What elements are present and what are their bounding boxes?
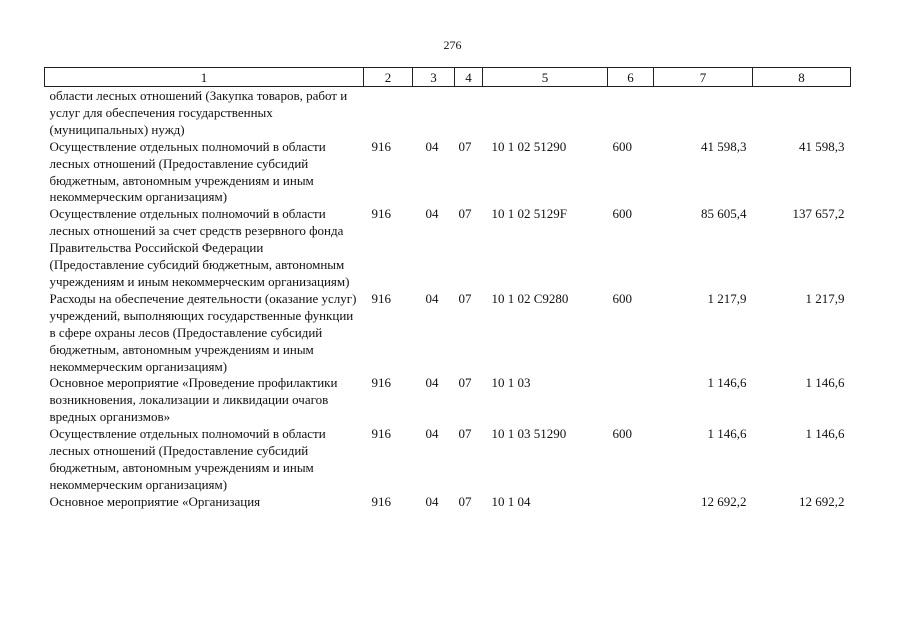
row-amount-1: 12 692,2 — [701, 493, 747, 509]
row-section-code — [413, 87, 455, 139]
row-ministry-code: 916 — [371, 375, 391, 391]
column-header-6: 6 — [608, 68, 654, 87]
row-ministry-code: 916 — [371, 290, 391, 306]
row-amount-1: 1 146,6 — [707, 375, 747, 391]
row-amount-2: 1 146,6 — [805, 375, 845, 391]
column-header-8: 8 — [753, 68, 851, 87]
row-section-code: 04 — [425, 426, 439, 442]
column-header-1: 1 — [45, 68, 364, 87]
row-expense-type: 600 — [612, 138, 632, 154]
row-expense-type — [608, 375, 654, 426]
row-amount-1: 1 217,9 — [707, 290, 747, 306]
column-header-2: 2 — [364, 68, 413, 87]
row-description: Осуществление отдельных полномочий в области лесных отношений (Предоставление субсидий бюджетным, автономным учреждениям и иным некоммерческим организациям) — [49, 138, 326, 205]
table-row — [45, 375, 851, 426]
row-subsection-code: 07 — [458, 206, 472, 222]
row-description: Расходы на обеспечение деятельности (оказание услуг) учреждений, выполняющих государственные функции в сфере охраны лесов (Предоставление субсидий бюджетным, автономным учреждениям и иным некоммерческим организациям) — [49, 290, 357, 374]
row-ministry-code: 916 — [371, 206, 391, 222]
row-description: Основное мероприятие «Организация — [49, 493, 261, 509]
column-header-7: 7 — [654, 68, 753, 87]
row-section-code: 04 — [425, 206, 439, 222]
row-section-code: 04 — [425, 493, 439, 509]
row-subsection-code: 07 — [458, 138, 472, 154]
row-section-code: 04 — [425, 138, 439, 154]
table-row — [45, 139, 851, 207]
row-subsection-code: 07 — [458, 375, 472, 391]
row-amount-1: 1 146,6 — [707, 426, 747, 442]
table-row — [45, 494, 851, 511]
table-header — [45, 68, 851, 87]
row-ministry-code — [364, 87, 413, 139]
row-target-article: 10 1 02 С9280 — [491, 290, 569, 306]
row-subsection-code: 07 — [458, 493, 472, 509]
row-amount-2: 1 146,6 — [805, 426, 845, 442]
table-row — [45, 291, 851, 376]
row-amount-2: 137 657,2 — [792, 206, 845, 222]
row-description: Осуществление отдельных полномочий в области лесных отношений (Предоставление субсидий бюджетным, автономным учреждениям и иным некоммерческим организациям) — [49, 426, 326, 492]
table-row — [45, 87, 851, 139]
budget-table — [44, 67, 851, 511]
row-target-article: 10 1 02 5129F — [491, 206, 567, 222]
row-amount-2 — [753, 87, 851, 139]
row-description: Осуществление отдельных полномочий в области лесных отношений за счет средств резервного фонда Правительства Российской Федерации (Предоставление субсидий бюджетным, автономным учреждениям и иным некоммерческим организациям) — [49, 206, 350, 289]
table-body — [45, 87, 851, 511]
table-row — [45, 426, 851, 494]
row-expense-type: 600 — [612, 426, 632, 442]
row-subsection-code — [455, 87, 483, 139]
row-ministry-code: 916 — [371, 138, 391, 154]
column-header-3: 3 — [413, 68, 455, 87]
row-section-code: 04 — [425, 290, 439, 306]
row-amount-1: 41 598,3 — [701, 138, 747, 154]
header-row — [45, 68, 851, 87]
row-amount-2: 1 217,9 — [805, 290, 845, 306]
row-expense-type — [608, 494, 654, 511]
row-target-article: 10 1 03 51290 — [491, 426, 567, 442]
row-description: Основное мероприятие «Проведение профилактики возникновения, локализации и ликвидации очагов вредных организмов» — [49, 375, 338, 425]
row-ministry-code: 916 — [371, 426, 391, 442]
row-target-article: 10 1 04 — [491, 493, 531, 509]
row-subsection-code: 07 — [458, 290, 472, 306]
row-description: области лесных отношений (Закупка товаров, работ и услуг для обеспечения государственных (муниципальных) нужд) — [49, 88, 348, 137]
row-expense-type: 600 — [612, 206, 632, 222]
row-expense-type — [608, 87, 654, 139]
row-section-code: 04 — [425, 375, 439, 391]
column-header-5: 5 — [483, 68, 608, 87]
row-expense-type: 600 — [612, 290, 632, 306]
row-subsection-code: 07 — [458, 426, 472, 442]
row-amount-2: 12 692,2 — [799, 493, 845, 509]
row-amount-2: 41 598,3 — [799, 138, 845, 154]
table-row — [45, 206, 851, 291]
row-ministry-code: 916 — [371, 493, 391, 509]
row-target-article: 10 1 03 — [491, 375, 531, 391]
row-amount-1: 85 605,4 — [701, 206, 747, 222]
row-amount-1 — [654, 87, 753, 139]
row-target-article — [483, 87, 608, 139]
row-target-article: 10 1 02 51290 — [491, 138, 567, 154]
page-number: 276 — [443, 38, 462, 52]
column-header-4: 4 — [455, 68, 483, 87]
